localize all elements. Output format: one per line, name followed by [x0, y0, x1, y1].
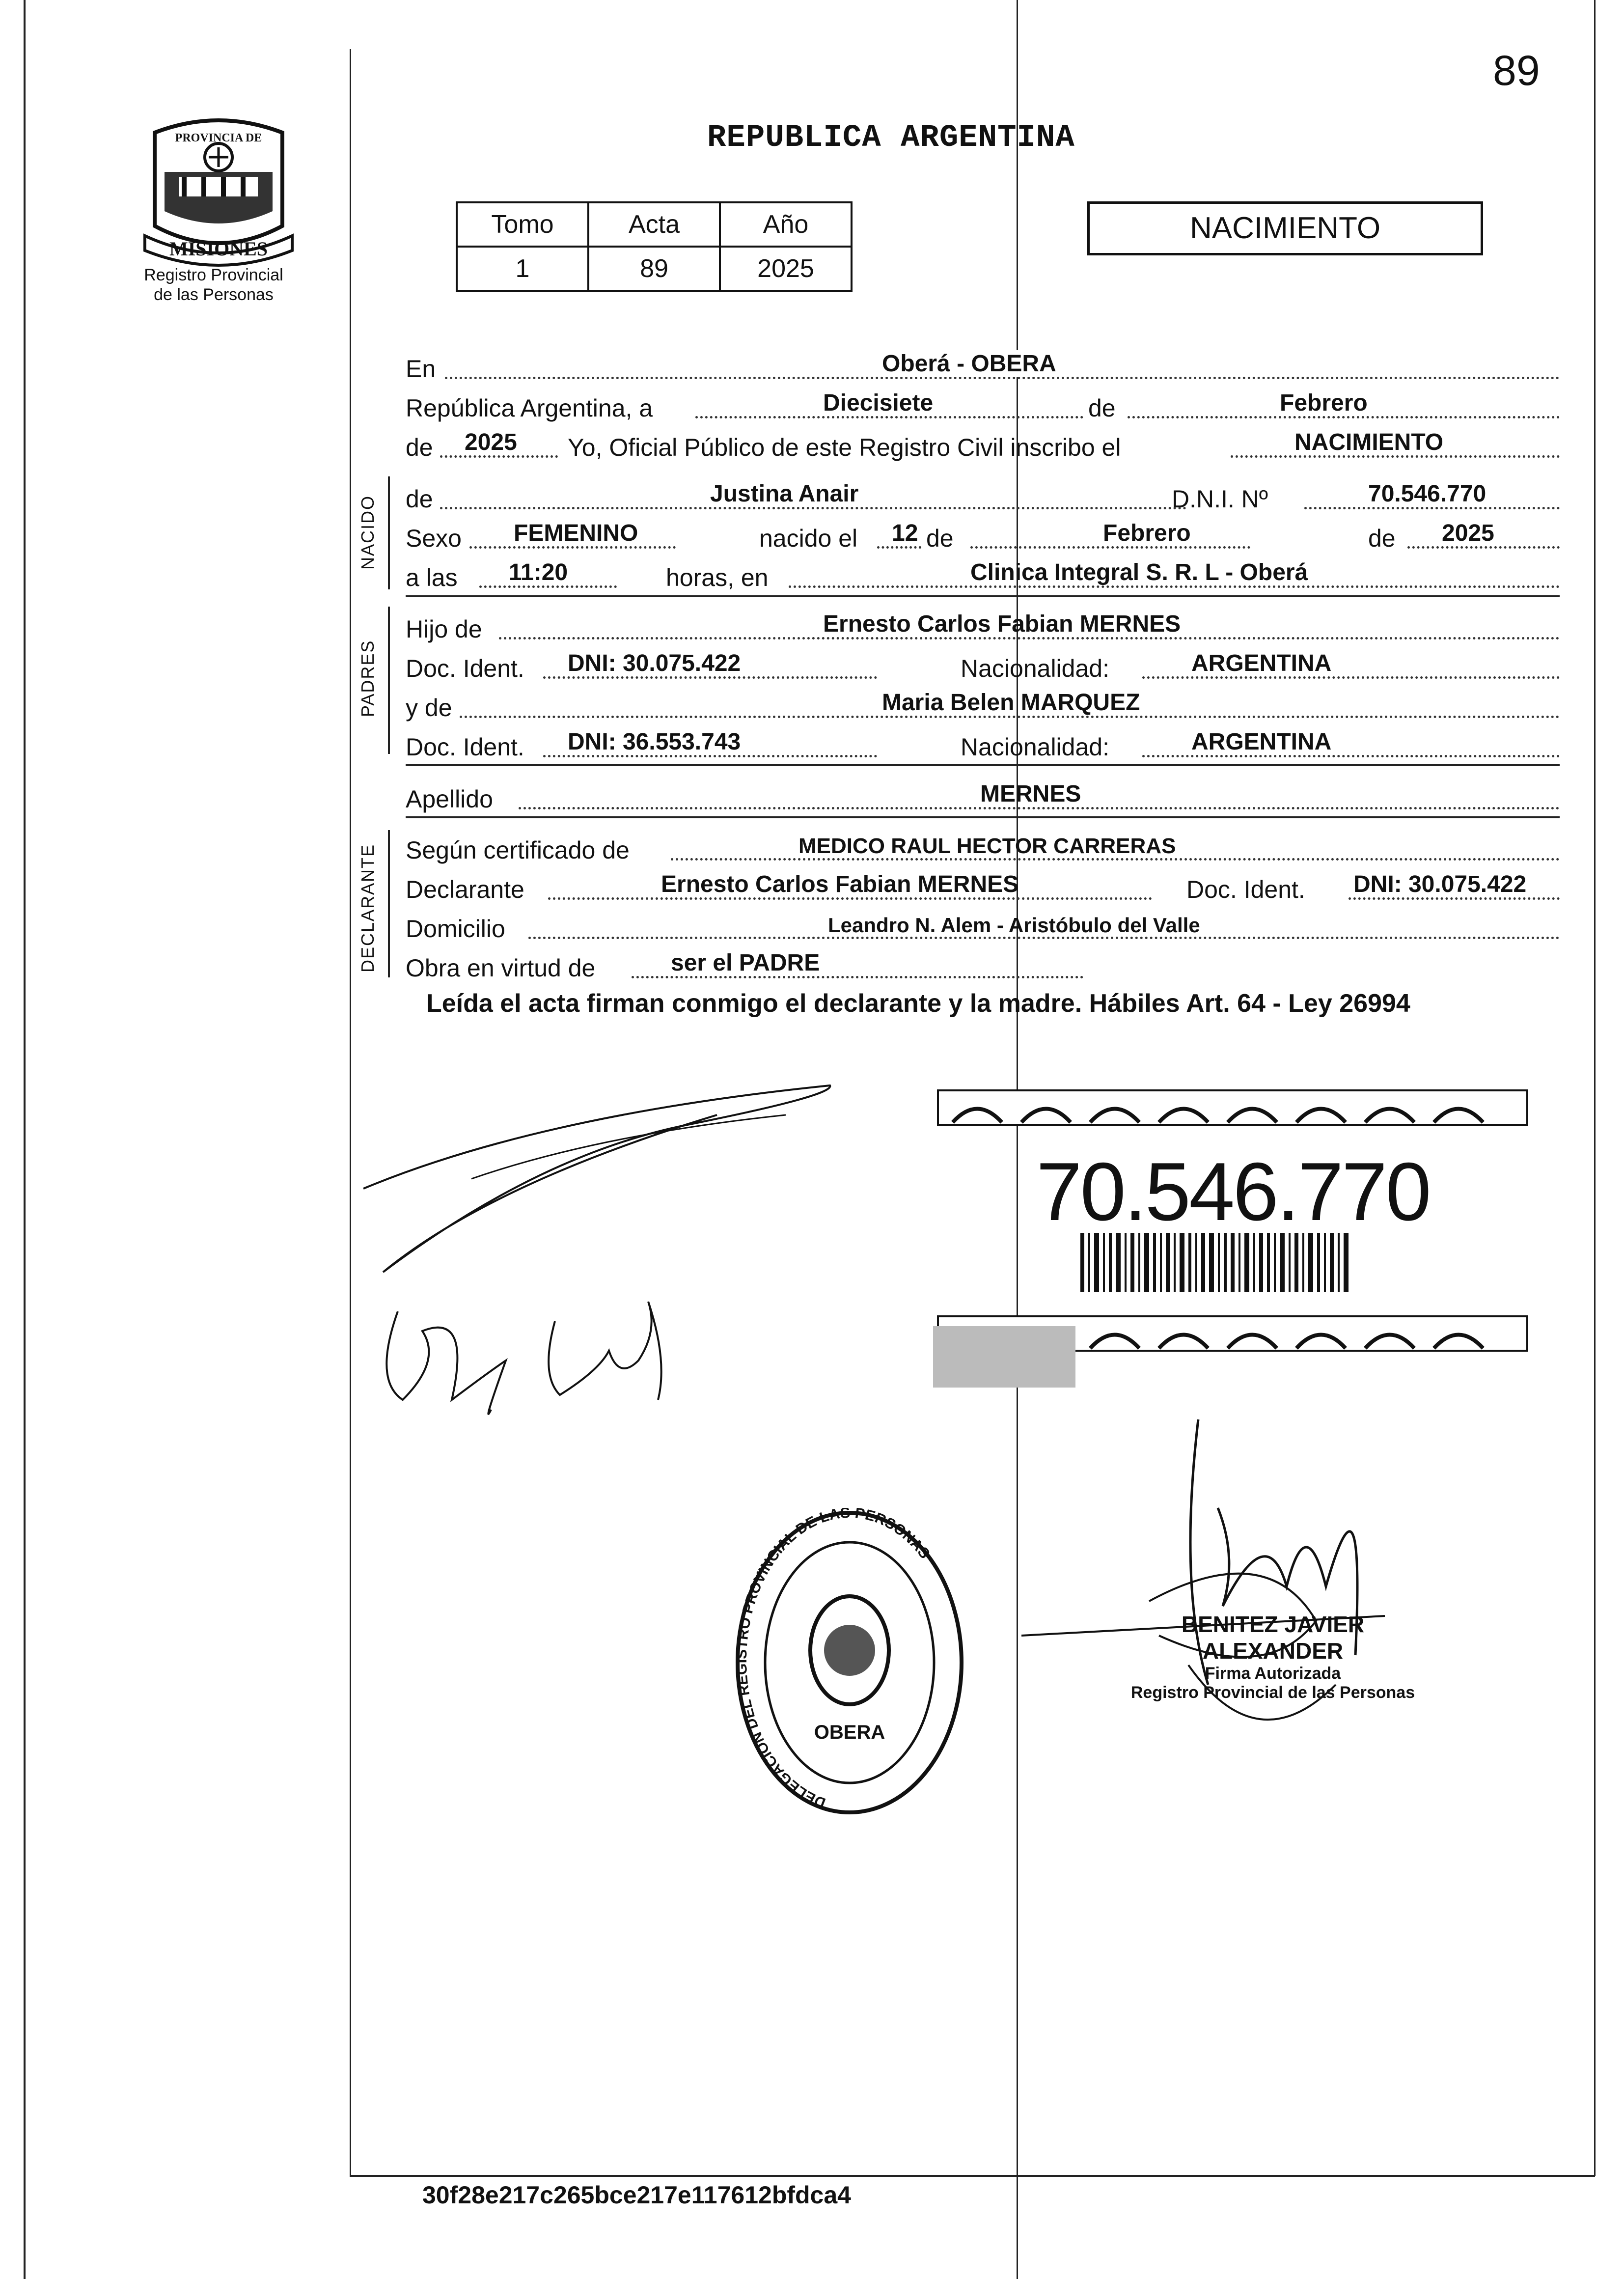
month-value: Febrero	[1280, 390, 1368, 416]
official-signature-scribble	[1012, 1410, 1454, 1778]
section-separator	[406, 816, 1560, 818]
row-y-de	[406, 683, 1560, 722]
apellido-value: MERNES	[980, 781, 1081, 807]
declarante-doc-value: DNI: 30.075.422	[1353, 871, 1527, 897]
country-title: REPUBLICA ARGENTINA	[707, 120, 1075, 156]
child-dni-value: 70.546.770	[1368, 481, 1486, 507]
row-nacido-sexo	[406, 513, 1560, 553]
father-nationality-value: ARGENTINA	[1191, 650, 1332, 676]
registry-value-row	[457, 247, 852, 291]
row-domicilio	[406, 904, 1560, 943]
closing-text: Leída el acta firman conmigo el declarante y la madre. Hábiles Art. 64 - Ley 26994	[426, 989, 1410, 1018]
row-en	[406, 344, 1560, 383]
de-label: de	[1368, 525, 1396, 552]
nacionalidad-label: Nacionalidad:	[961, 655, 1109, 682]
stamp-city: OBERA	[814, 1722, 885, 1743]
doc-ident-label: Doc. Ident.	[406, 655, 524, 682]
document-type-box: NACIMIENTO	[1087, 201, 1483, 255]
sexo-value: FEMENINO	[514, 520, 638, 546]
row-nacido-hora	[406, 553, 1560, 592]
father-doc-value: DNI: 30.075.422	[568, 650, 741, 676]
act-type-value: NACIMIENTO	[1294, 429, 1444, 455]
de-label: de	[1088, 394, 1116, 422]
footer-separator	[350, 2175, 1595, 2177]
logo-caption	[125, 265, 302, 305]
obra-value: ser el PADRE	[671, 950, 820, 976]
padres-section-label: PADRES	[358, 639, 378, 717]
nacionalidad-label: Nacionalidad:	[961, 733, 1109, 761]
declarante-section-label: DECLARANTE	[358, 843, 378, 973]
official-signature-block	[1111, 1611, 1435, 1702]
row-declarante	[406, 864, 1560, 904]
official-name: BENITEZ JAVIER ALEXANDER	[1181, 1612, 1365, 1664]
doc-ident-label: Doc. Ident.	[1186, 876, 1305, 903]
official-role-line1: Firma Autorizada	[1205, 1664, 1341, 1683]
de-label: de	[926, 525, 954, 552]
republica-label: República Argentina, a	[406, 394, 653, 422]
de-label: de	[406, 485, 433, 513]
seal-top-text: PROVINCIA DE	[175, 132, 262, 144]
right-margin-line	[1594, 0, 1596, 2176]
father-name-value: Ernesto Carlos Fabian MERNES	[823, 611, 1181, 637]
logo-caption-line2: de las Personas	[154, 285, 274, 304]
statement-text: Yo, Oficial Público de este Registro Civil inscribo el	[568, 434, 1121, 461]
nacido-section-label: NACIDO	[358, 495, 378, 570]
official-role-line2: Registro Provincial de las Personas	[1130, 1683, 1415, 1702]
row-apellido	[406, 774, 1560, 813]
doc-ident-label: Doc. Ident.	[406, 733, 524, 761]
row-father-doc	[406, 643, 1560, 683]
page-number: 89	[1493, 47, 1540, 94]
y-de-label: y de	[406, 694, 452, 722]
horas-en-label: horas, en	[666, 564, 769, 591]
registry-value-cell: 1	[457, 247, 588, 291]
birth-year-value: 2025	[1442, 520, 1494, 546]
barcode	[1080, 1233, 1349, 1292]
row-inscribo	[406, 422, 1560, 462]
registry-header-row	[457, 202, 852, 247]
section-separator	[406, 764, 1560, 766]
birth-month-value: Febrero	[1103, 520, 1191, 546]
document-hash: 30f28e217c265bce217e117612bfdca4	[422, 2181, 851, 2209]
registry-header-cell: Año	[720, 202, 852, 247]
declarante-name-value: Ernesto Carlos Fabian MERNES	[661, 871, 1019, 897]
year-value: 2025	[465, 429, 517, 455]
en-label: En	[406, 355, 436, 383]
row-mother-doc	[406, 722, 1560, 761]
a-las-label: a las	[406, 564, 458, 591]
certificado-value: MEDICO RAUL HECTOR CARRERAS	[798, 834, 1176, 858]
obra-label: Obra en virtud de	[406, 954, 596, 982]
child-name-value: Justina Anair	[710, 481, 859, 507]
row-fecha	[406, 383, 1560, 422]
registry-value-cell: 89	[588, 247, 720, 291]
domicilio-label: Domicilio	[406, 915, 505, 943]
row-certificado	[406, 825, 1560, 864]
birth-day-value: 12	[892, 520, 918, 546]
registry-table	[456, 201, 853, 292]
sticker-dni-number: 70.546.770	[1036, 1145, 1430, 1238]
apellido-label: Apellido	[406, 785, 493, 813]
dni-label: D.N.I. Nº	[1172, 485, 1268, 513]
seal-bottom-text: MISIONES	[169, 238, 268, 260]
day-value: Diecisiete	[823, 390, 934, 416]
nacido-bracket	[388, 476, 390, 589]
row-obra	[406, 943, 1560, 982]
declarante-label: Declarante	[406, 876, 524, 903]
certificado-label: Según certificado de	[406, 836, 630, 864]
birth-place-value: Clinica Integral S. R. L - Oberá	[970, 559, 1308, 585]
row-hijo-de	[406, 604, 1560, 643]
logo-caption-line1: Registro Provincial	[144, 266, 283, 284]
place-value: Oberá - OBERA	[882, 351, 1056, 377]
hijo-de-label: Hijo de	[406, 615, 482, 643]
birth-time-value: 11:20	[509, 559, 568, 585]
registry-header-cell: Acta	[588, 202, 720, 247]
mother-name-value: Maria Belen MARQUEZ	[882, 690, 1140, 716]
sexo-label: Sexo	[406, 525, 462, 552]
registry-header-cell: Tomo	[457, 202, 588, 247]
official-stamp	[732, 1508, 967, 1817]
de-label: de	[406, 434, 433, 461]
declarante-bracket	[388, 830, 390, 977]
mother-nationality-value: ARGENTINA	[1191, 729, 1332, 755]
row-nacido-nombre	[406, 474, 1560, 513]
declarant-signatures	[344, 1056, 884, 1424]
registry-value-cell: 2025	[720, 247, 852, 291]
nacido-el-label: nacido el	[759, 525, 858, 552]
domicilio-value: Leandro N. Alem - Aristóbulo del Valle	[828, 914, 1200, 937]
left-margin-line	[24, 0, 26, 2279]
mother-doc-value: DNI: 36.553.743	[568, 729, 741, 755]
section-separator	[406, 595, 1560, 597]
stamp-ring-text: DELEGACION DEL REGISTRO PROVINCIAL DE LAS PERSONAS	[733, 1508, 933, 1811]
padres-bracket	[388, 607, 390, 754]
